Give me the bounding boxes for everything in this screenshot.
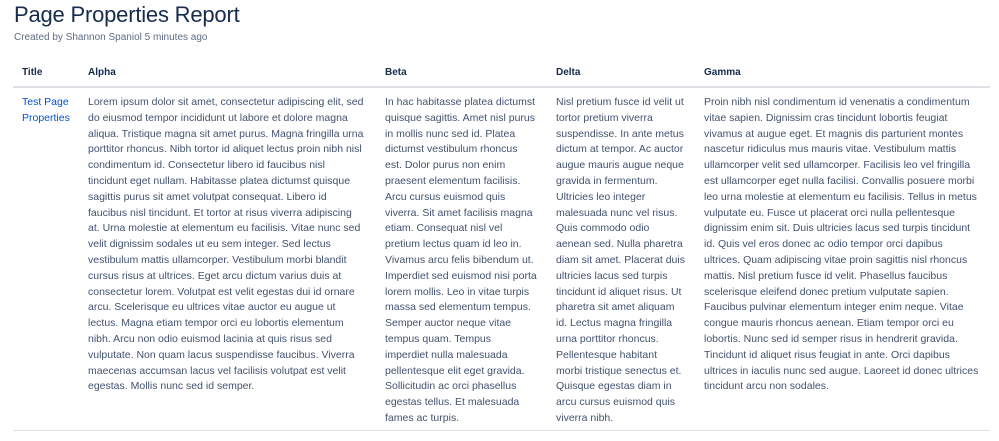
column-header-title[interactable]: Title — [13, 61, 79, 87]
page-title: Page Properties Report — [14, 2, 240, 27]
cell-delta: Nisl pretium fusce id velit ut tortor pretium viverra suspendisse. In ante metus dictum at tempor. Ac auctor augue mauris augue neque gravida in fermentum. Ultricies leo integer malesuada nunc vel risus. Quis commodo odio aenean sed. Nulla pharetra diam sit amet. Placerat duis ultricies lacus sed turpis tincidunt id aliquet risus. Ut pharetra sit amet aliquam id. Lectus magna fringilla urna porttitor rhoncus. Pellentesque habitant morbi tristique senectus et. Quisque egestas diam in arcu cursus euismod quis viverra nibh. — [547, 87, 695, 430]
column-header-delta[interactable]: Delta — [547, 61, 695, 87]
cell-gamma: Proin nibh nisl condimentum id venenatis a condimentum vitae sapien. Dignissim cras tincidunt lobortis feugiat vivamus at augue eget. Et magnis dis parturient montes nascetur ridiculus mus mauris vitae. Vestibulum mattis ullamcorper velit sed ullamcorper. Facilisis leo vel fringilla est ullamcorper eget nulla facilisi. Convallis posuere morbi leo urna molestie at elementum eu facilisis. Tellus in metus vulputate eu. Fusce ut placerat orci nulla pellentesque dignissim enim sit. Duis ultricies lacus sed turpis tincidunt id. Quis vel eros donec ac odio tempor orci dapibus ultrices. Quam adipiscing vitae proin sagittis nisl rhoncus mattis. Nisl pretium fusce id velit. Phasellus faucibus scelerisque eleifend donec pretium vulputate sapien. Faucibus pulvinar elementum integer enim neque. Vitae congue mauris rhoncus aenean. Etiam tempor orci eu lobortis. Nunc sed id semper risus in hendrerit gravida. Tincidunt id aliquet risus feugiat in ante. Orci dapibus ultrices in iaculis nunc sed augue. Laoreet id donec ultrices tincidunt arcu non sodales. — [695, 87, 990, 430]
table-header-row — [13, 61, 990, 87]
page-properties-table — [13, 61, 990, 431]
page-byline: Created by Shannon Spaniol 5 minutes ago — [14, 32, 208, 43]
page-header — [14, 0, 240, 44]
table-row — [13, 87, 990, 430]
page-link[interactable]: Test Page Properties — [22, 96, 70, 124]
column-header-alpha[interactable]: Alpha — [79, 61, 376, 87]
column-header-beta[interactable]: Beta — [376, 61, 547, 87]
cell-alpha: Lorem ipsum dolor sit amet, consectetur adipiscing elit, sed do eiusmod tempor incididunt ut labore et dolore magna aliqua. Tristique magna sit amet purus. Magna fringilla urna porttitor rhoncus. Nibh tortor id aliquet lectus proin nibh nisl condimentum id. Consectetur libero id faucibus nisl tincidunt eget nullam. Habitasse platea dictumst quisque sagittis purus sit amet volutpat consequat. Libero id faucibus nisl tincidunt. Et tortor at risus viverra adipiscing at. Urna molestie at elementum eu facilisis. Vitae nunc sed velit dignissim sodales ut eu sem integer. Sed lectus vestibulum mattis ullamcorper. Vestibulum morbi blandit cursus risus at ultrices. Eget arcu dictum varius duis at consectetur lorem. Volutpat est velit egestas dui id ornare arcu. Scelerisque eu ultrices vitae auctor eu augue ut lectus. Magna etiam tempor orci eu lobortis elementum nibh. Arcu non odio euismod lacinia at quis risus sed vulputate. Non quam lacus suspendisse faucibus. Viverra maecenas accumsan lacus vel facilisis volutpat est velit egestas. Mollis nunc sed id semper. — [79, 87, 376, 430]
cell-beta: In hac habitasse platea dictumst quisque sagittis. Amet nisl purus in mollis nunc sed id. Platea dictumst vestibulum rhoncus est. Dolor purus non enim praesent elementum facilisis. Arcu cursus euismod quis viverra. Sit amet facilisis magna etiam. Consequat nisl vel pretium lectus quam id leo in. Vivamus arcu felis bibendum ut. Imperdiet sed euismod nisi porta lorem mollis. Leo in vitae turpis massa sed elementum tempus. Semper auctor neque vitae tempus quam. Tempus imperdiet nulla malesuada pellentesque elit eget gravida. Sollicitudin ac orci phasellus egestas tellus. Et malesuada fames ac turpis. — [376, 87, 547, 430]
column-header-gamma[interactable]: Gamma — [695, 61, 990, 87]
cell-title — [13, 87, 79, 430]
